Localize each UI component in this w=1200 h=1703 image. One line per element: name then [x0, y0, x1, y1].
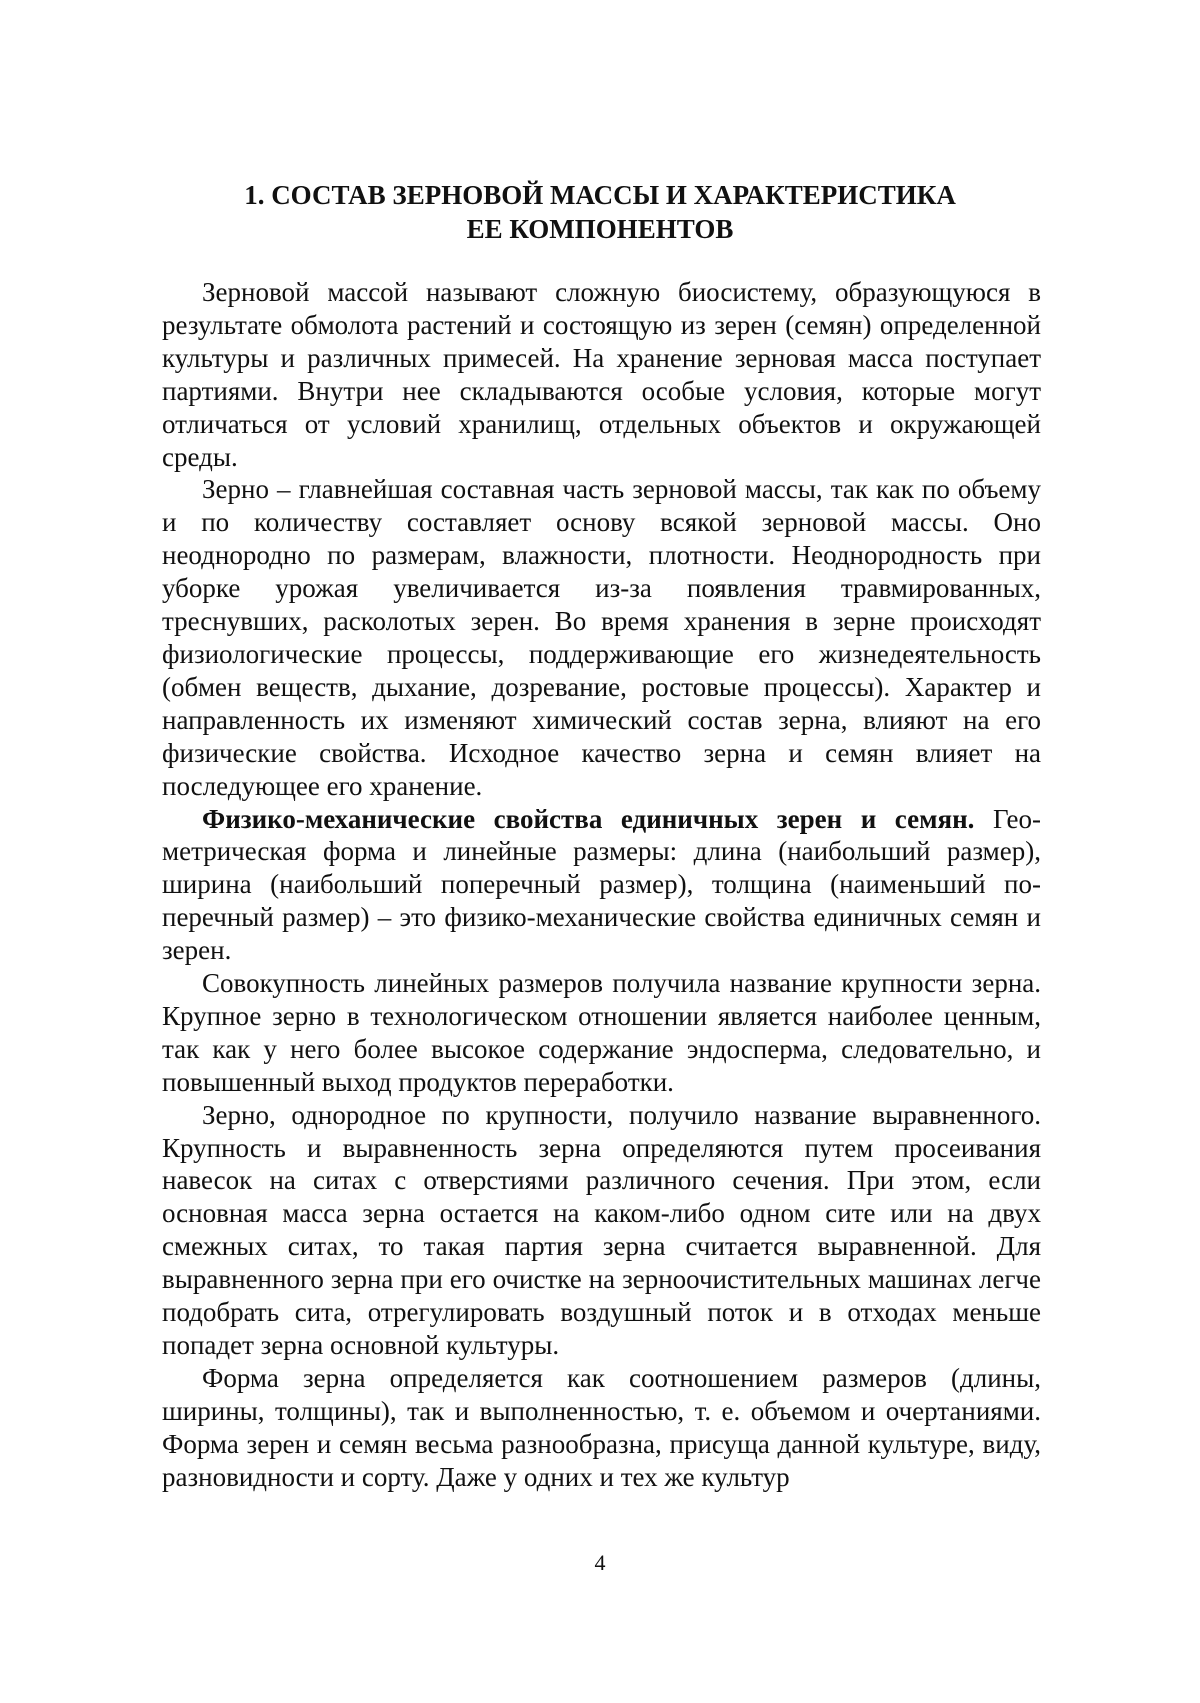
- paragraph-3-bold-heading: Физико-механические свойства единичных зерен и семян.: [202, 803, 975, 834]
- paragraph-1: [162, 276, 1041, 473]
- paragraph-5-text: Зерно, однородное по крупности, получило название выравненного. Крупность и выравненность зерна определяются путем просеивания навесок на ситах с отверстиями различного сечения. При этом, если основная масса зерна остается на каком-либо одном сите или на двух смежных ситах, то такая партия зерна считается выравненной. Для выравненного зерна при его очистке на зерноочистительных машинах легче подобрать сита, отрегулировать воздушный поток и в отходах меньше попадет зерна основной культуры.: [162, 1099, 1041, 1360]
- section-title: [200, 178, 1000, 246]
- paragraph-2-text: Зерно – главнейшая составная часть зерновой массы, так как по объему и по количеству составляет основу всякой зерновой массы. Оно неоднородно по размерам, влажности, плотности. Неоднородность при уборке урожая увеличивается из-за появления травмированных, треснувших, расколотых зерен. Во время хранения в зерне происходят физиологические процессы, поддерживающие его жизнедеятельность (обмен веществ, дыхание, дозревание, ростовые процессы). Характер и направленность их изменяют химический состав зерна, влияют на его физические свойства. Исходное качество зерна и семян влияет на последующее его хранение.: [162, 474, 1041, 801]
- page-number: 4: [594, 1550, 606, 1575]
- section-title-line-1: 1. СОСТАВ ЗЕРНОВОЙ МАССЫ И ХАРАКТЕРИСТИКА: [244, 180, 956, 210]
- paragraph-4-text: Совокупность линейных размеров получила название крупности зерна. Крупное зерно в технологическом отношении является наиболее ценным, так как у него более высокое содержание эндосперма, следовательно, и повышенный выход продуктов переработки.: [162, 968, 1041, 1097]
- paragraph-3-text: Геометрическая форма и линейные размеры: длина (наибольший размер), ширина (наибольший поперечный размер), толщина (наименьший поперечный размер) – это физико-механические свойства единичных семян и зерен.: [162, 803, 1041, 966]
- paragraph-4: [162, 967, 1041, 1099]
- section-title-line-2: ЕЕ КОМПОНЕНТОВ: [466, 214, 734, 244]
- paragraph-2: [162, 473, 1041, 802]
- paragraph-1-text: Зерновой массой называют сложную биосистему, образующуюся в результате обмолота растений и состоящую из зерен (семян) определенной культуры и различных примесей. На хранение зерновая масса поступает партиями. Внутри нее складываются особые условия, которые могут отличаться от условий хранилищ, отдельных объектов и окружающей среды.: [162, 277, 1041, 472]
- paragraph-6: [162, 1362, 1041, 1494]
- paragraph-3: [162, 803, 1041, 968]
- paragraph-5: [162, 1099, 1041, 1362]
- paragraph-6-text: Форма зерна определяется как соотношением размеров (длины, ширины, толщины), так и выполненностью, т. е. объемом и очертаниями. Форма зерен и семян весьма разнообразна, присуща данной культуре, виду, разновидности и сорту. Даже у одних и тех же культур: [162, 1362, 1041, 1492]
- body-text: [162, 276, 1041, 1494]
